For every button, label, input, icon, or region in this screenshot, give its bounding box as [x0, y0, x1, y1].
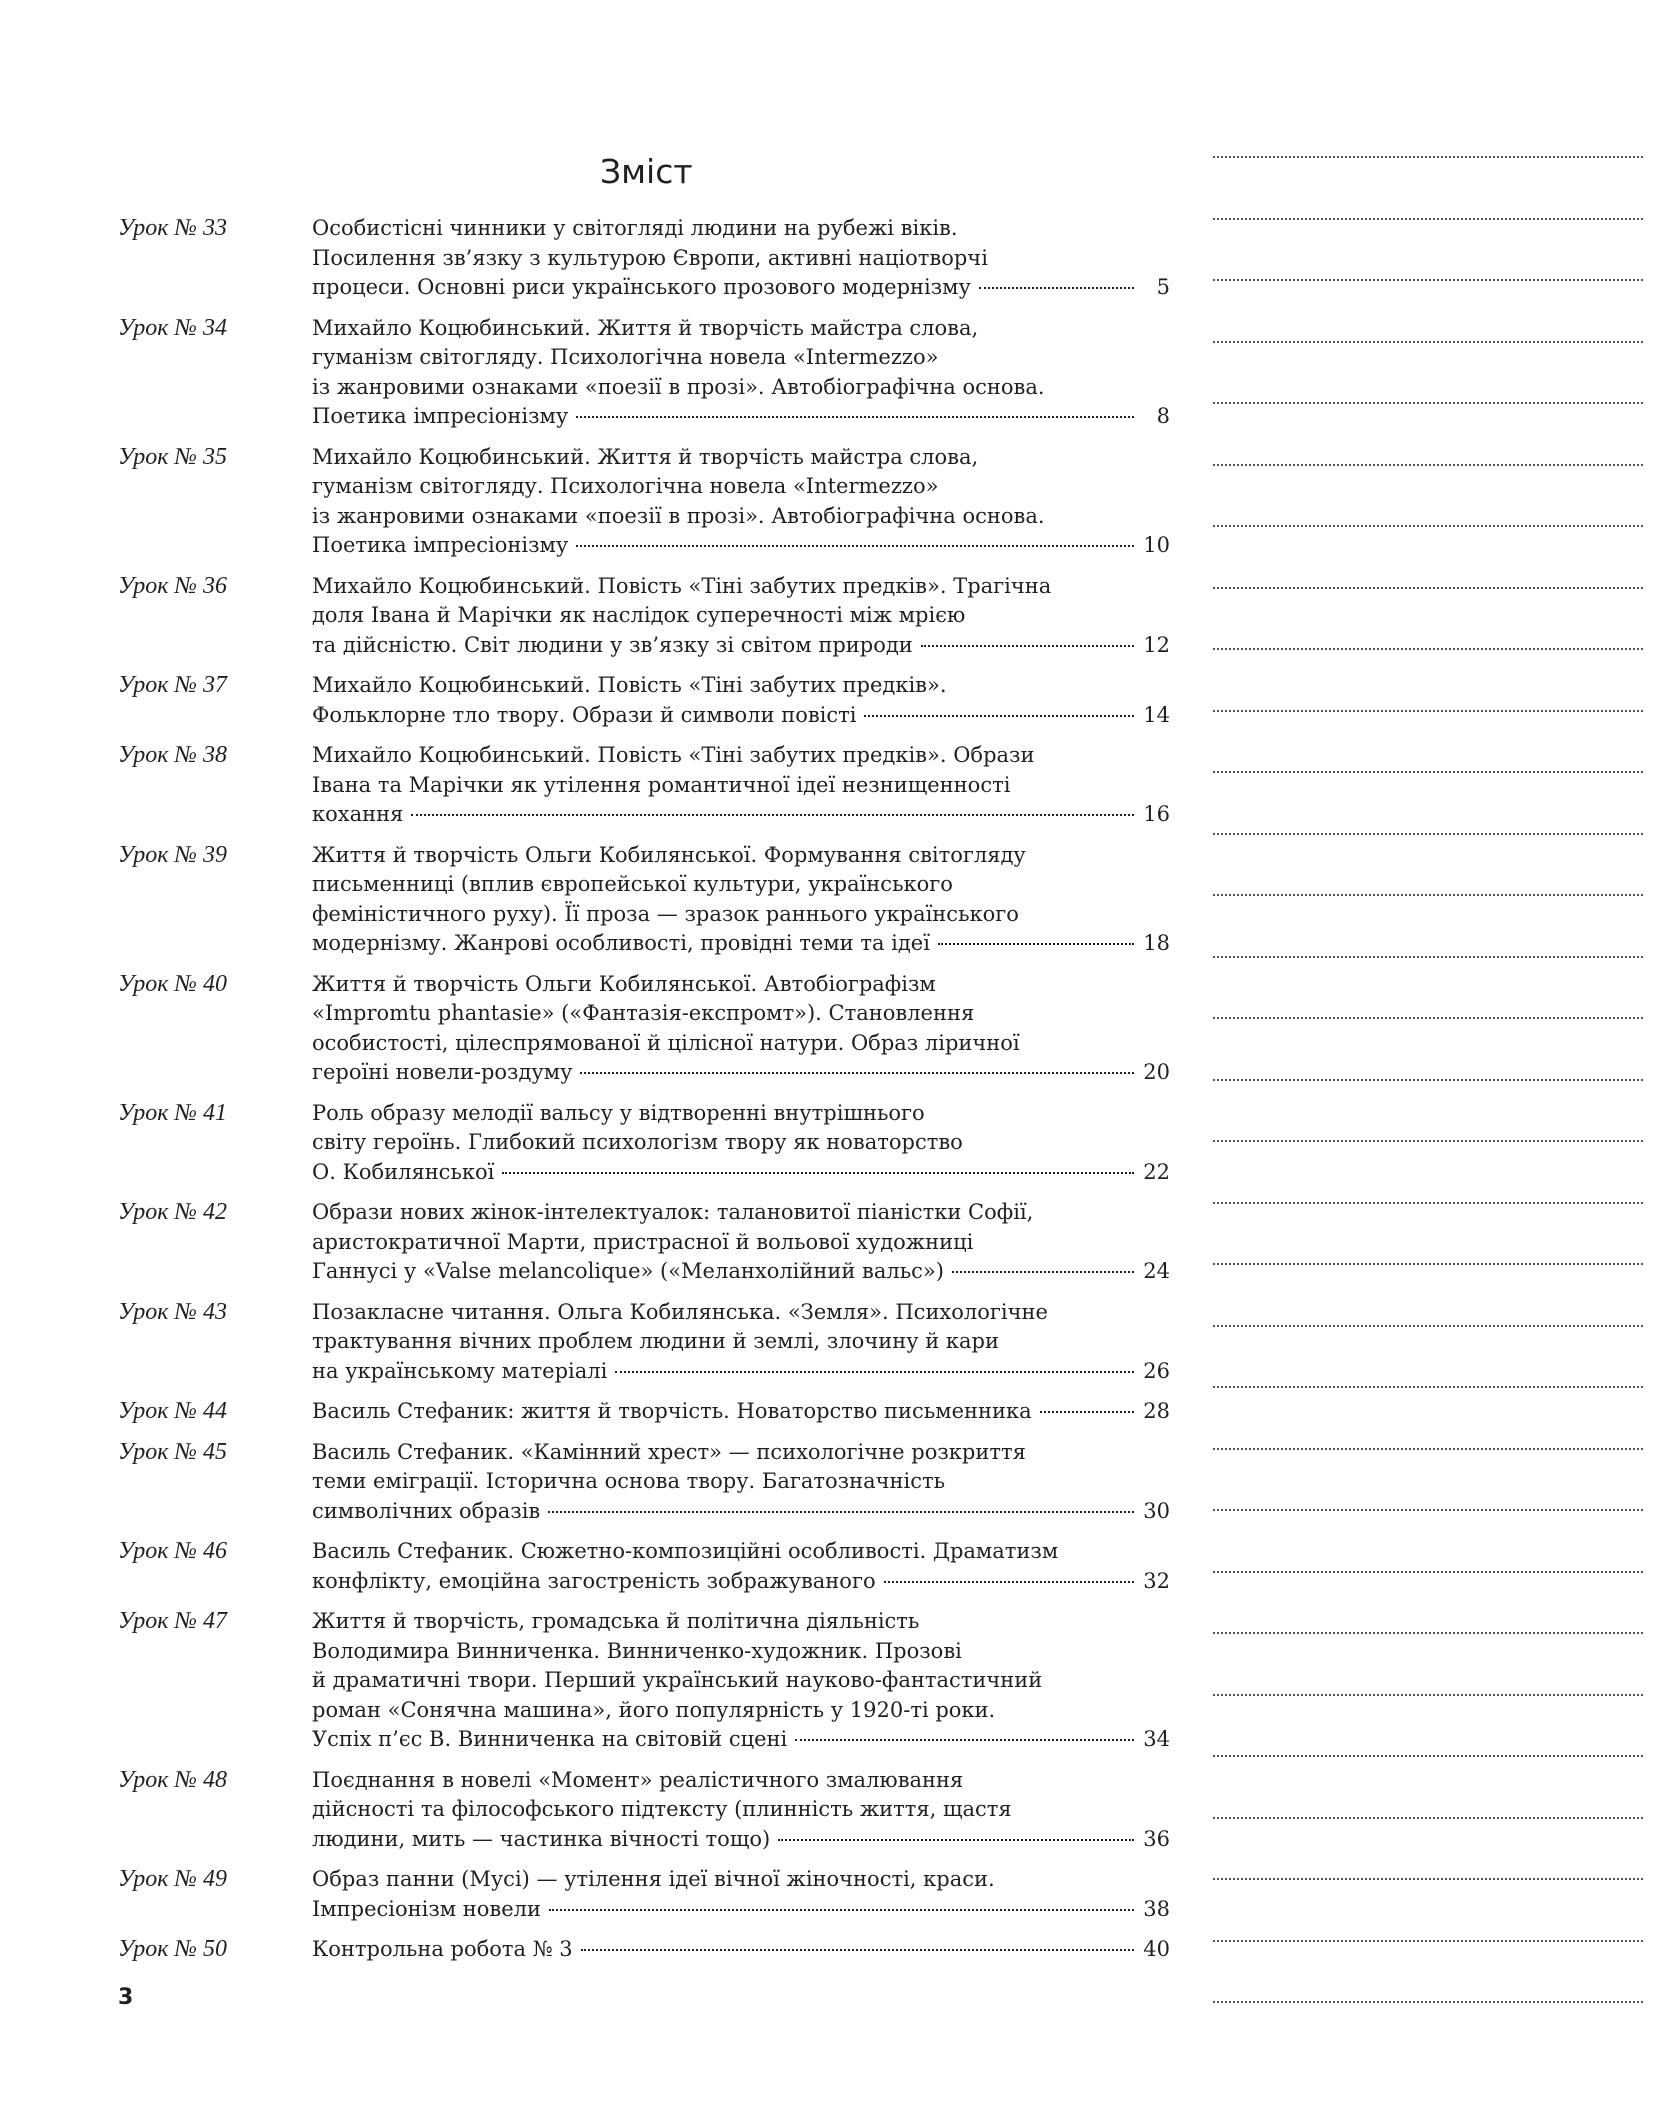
lesson-number: Урок № 36 — [118, 572, 228, 599]
description-line: процеси. Основні риси українського прозового модернізму — [312, 275, 971, 299]
note-line — [1213, 587, 1643, 589]
page-ref: 26 — [1143, 1358, 1170, 1383]
description-line: Роль образу мелодії вальсу у відтворенні внутрішнього — [312, 1100, 925, 1125]
description-line: Василь Стефаник. Сюжетно-композиційні особливості. Драматизм — [312, 1539, 1059, 1563]
description-last-line — [312, 1725, 1170, 1755]
page-ref: 38 — [1143, 1896, 1170, 1921]
description-line: Позакласне читання. Ольга Кобилянська. «Земля». Психологічне — [312, 1299, 1048, 1324]
description-line: Контрольна робота № 3 — [312, 1937, 573, 1961]
description-last-line — [312, 1825, 1170, 1855]
page-ref: 8 — [1156, 404, 1170, 428]
notes-column — [1213, 156, 1643, 2063]
dot-leader — [548, 1511, 1134, 1513]
description-line: Володимира Винниченка. Винниченко-художник. Прозові — [312, 1638, 962, 1663]
page-ref: 14 — [1143, 702, 1170, 727]
lesson-number: Урок № 34 — [118, 314, 228, 341]
dot-leader — [952, 1271, 1134, 1273]
toc-title: Зміст — [600, 152, 693, 191]
description-last-line — [312, 1357, 1170, 1387]
description-line: із жанровими ознаками «поезії в прозі». Автобіографічна основа. — [312, 374, 1045, 399]
description-line: аристократичної Марти, пристрасної й вольової художниці — [312, 1229, 974, 1254]
description-line: Успіх п’єс В. Винниченка на світовій сцені — [312, 1727, 788, 1751]
note-line — [1213, 402, 1643, 404]
note-line — [1213, 1202, 1643, 1204]
description-line: Поєднання в новелі «Момент» реалістичного змалювання — [312, 1767, 964, 1792]
dot-leader — [795, 1739, 1134, 1741]
description-line: й драматичні твори. Перший український науково-фантастичний — [312, 1668, 1043, 1692]
lesson-number: Урок № 42 — [118, 1199, 228, 1225]
lesson-description — [312, 741, 1170, 830]
note-line — [1213, 1878, 1643, 1880]
page-ref: 36 — [1143, 1826, 1170, 1851]
note-line — [1213, 1017, 1643, 1019]
dot-leader — [864, 715, 1134, 717]
dot-leader — [615, 1371, 1134, 1373]
page-ref: 16 — [1143, 802, 1170, 826]
toc-entry — [118, 1099, 1170, 1188]
description-line: символічних образів — [312, 1498, 541, 1523]
lesson-description — [312, 671, 1170, 730]
lesson-description — [312, 1438, 1170, 1527]
dot-leader — [1040, 1411, 1134, 1413]
toc-entry — [118, 1438, 1170, 1527]
description-line: Образи нових жінок-інтелектуалок: талановитої піаністки Софії, — [312, 1200, 1034, 1224]
page-ref: 32 — [1143, 1568, 1170, 1593]
lesson-number: Урок № 50 — [118, 1936, 228, 1962]
note-line — [1213, 1263, 1643, 1265]
toc-entry — [118, 1198, 1170, 1287]
page-ref: 12 — [1143, 632, 1170, 657]
page-ref: 5 — [1156, 275, 1170, 299]
page-ref: 18 — [1143, 931, 1170, 955]
description-line: Образ панни (Мусі) — утілення ідеї вічної жіночності, краси. — [312, 1867, 995, 1891]
dot-leader — [580, 1072, 1134, 1074]
lesson-number: Урок № 46 — [118, 1538, 228, 1564]
description-line: та дійсністю. Світ людини у зв’язку зі світом природи — [312, 632, 913, 657]
lesson-number: Урок № 39 — [118, 841, 228, 868]
lesson-description — [312, 314, 1170, 432]
toc-entry — [118, 741, 1170, 830]
toc-entry — [118, 1397, 1170, 1427]
lesson-description — [312, 572, 1170, 661]
description-last-line — [312, 800, 1170, 830]
lesson-number: Урок № 49 — [118, 1866, 228, 1892]
description-last-line — [312, 1895, 1170, 1925]
description-line: людини, мить — частинка вічності тощо) — [312, 1826, 771, 1851]
toc-entry — [118, 1298, 1170, 1387]
note-line — [1213, 1817, 1643, 1819]
description-last-line — [312, 1397, 1170, 1427]
dot-leader — [576, 545, 1134, 547]
lesson-number: Урок № 44 — [118, 1398, 228, 1424]
note-line — [1213, 648, 1643, 650]
toc-entry — [118, 841, 1170, 959]
note-line — [1213, 2001, 1643, 2003]
note-line — [1213, 1325, 1643, 1327]
note-line — [1213, 1509, 1643, 1511]
description-line: Поетика імпресіонізму — [312, 404, 569, 428]
dot-leader — [549, 1909, 1134, 1911]
page-ref: 10 — [1143, 533, 1170, 557]
description-line: Життя й творчість Ольги Кобилянської. Автобіографізм — [312, 971, 936, 996]
table-of-contents — [118, 214, 1170, 1976]
lesson-description — [312, 443, 1170, 561]
description-last-line — [312, 1158, 1170, 1188]
description-last-line — [312, 1497, 1170, 1527]
lesson-number: Урок № 45 — [118, 1438, 228, 1465]
description-last-line — [312, 273, 1170, 303]
note-line — [1213, 279, 1643, 281]
description-line: О. Кобилянської — [312, 1159, 495, 1184]
note-line — [1213, 156, 1643, 158]
description-line: гуманізм світогляду. Психологічна новела «Intermezzo» — [312, 474, 939, 498]
lesson-number: Урок № 35 — [118, 443, 228, 470]
note-line — [1213, 1571, 1643, 1573]
description-line: феміністичного руху). Її проза — зразок раннього українського — [312, 901, 1019, 926]
toc-entry — [118, 572, 1170, 661]
toc-entry — [118, 671, 1170, 730]
lesson-number: Урок № 41 — [118, 1099, 228, 1126]
toc-entry — [118, 1537, 1170, 1596]
description-last-line — [312, 1935, 1170, 1965]
note-line — [1213, 771, 1643, 773]
page-ref: 30 — [1143, 1498, 1170, 1523]
lesson-description — [312, 1766, 1170, 1855]
lesson-number: Урок № 38 — [118, 742, 228, 768]
lesson-description — [312, 1298, 1170, 1387]
description-last-line — [312, 1567, 1170, 1597]
note-line — [1213, 1632, 1643, 1634]
lesson-number: Урок № 33 — [118, 215, 228, 241]
description-line: на українському матеріалі — [312, 1358, 608, 1383]
toc-entry — [118, 1766, 1170, 1855]
description-line: Фольклорне тло твору. Образи й символи повісті — [312, 702, 857, 727]
dot-leader — [576, 416, 1134, 418]
lesson-number: Урок № 48 — [118, 1766, 228, 1793]
toc-entry — [118, 1935, 1170, 1965]
description-line: модернізму. Жанрові особливості, провідні теми та ідеї — [312, 931, 930, 955]
note-line — [1213, 1694, 1643, 1696]
note-line — [1213, 894, 1643, 896]
toc-entry — [118, 314, 1170, 432]
note-line — [1213, 710, 1643, 712]
lesson-description — [312, 841, 1170, 959]
page-ref: 40 — [1143, 1937, 1170, 1961]
description-line: із жанровими ознаками «поезії в прозі». Автобіографічна основа. — [312, 503, 1045, 528]
description-line: Імпресіонізм новели — [312, 1896, 542, 1921]
dot-leader — [884, 1581, 1134, 1583]
note-line — [1213, 464, 1643, 466]
description-line: героїні новели-роздуму — [312, 1060, 573, 1084]
description-last-line — [312, 531, 1170, 561]
lesson-description — [312, 1537, 1170, 1596]
description-line: Михайло Коцюбинський. Повість «Тіні забутих предків». Трагічна — [312, 573, 1052, 598]
description-line: доля Івана й Марічки як наслідок суперечності між мрією — [312, 603, 966, 627]
note-line — [1213, 1079, 1643, 1081]
description-line: Посилення зв’язку з культурою Європи, активні націотворчі — [312, 245, 988, 270]
note-line — [1213, 1386, 1643, 1388]
page-ref: 34 — [1143, 1727, 1170, 1751]
lesson-number: Урок № 43 — [118, 1298, 228, 1325]
lesson-number: Урок № 47 — [118, 1608, 228, 1634]
note-line — [1213, 1140, 1643, 1142]
toc-entry — [118, 970, 1170, 1088]
description-line: кохання — [312, 802, 404, 826]
description-line: Поетика імпресіонізму — [312, 533, 569, 557]
dot-leader — [411, 814, 1134, 816]
page-ref: 28 — [1143, 1399, 1170, 1423]
note-line — [1213, 833, 1643, 835]
lesson-description — [312, 1865, 1170, 1924]
lesson-description — [312, 1935, 1170, 1965]
description-line: Василь Стефаник. «Камінний хрест» — психологічне розкриття — [312, 1439, 1026, 1464]
description-line: особистості, цілеспрямованої й цілісної натури. Образ ліричної — [312, 1030, 1020, 1055]
toc-entry — [118, 1865, 1170, 1924]
description-line: Михайло Коцюбинський. Життя й творчість майстра слова, — [312, 315, 979, 340]
description-line: світу героїнь. Глибокий психологізм твору як новаторство — [312, 1130, 963, 1154]
lesson-description — [312, 1397, 1170, 1427]
description-line: роман «Сонячна машина», його популярність у 1920-ті роки. — [312, 1697, 996, 1722]
description-line: Василь Стефаник: життя й творчість. Новаторство письменника — [312, 1399, 1032, 1423]
note-line — [1213, 341, 1643, 343]
description-line: Ганнусі у «Valse melancolique» («Меланхолійний вальс») — [312, 1259, 944, 1283]
lesson-description — [312, 1607, 1170, 1755]
description-last-line — [312, 1058, 1170, 1088]
lesson-number: Урок № 40 — [118, 970, 228, 997]
description-line: Життя й творчість Ольги Кобилянської. Формування світогляду — [312, 842, 1026, 867]
description-line: письменниці (вплив європейської культури, українського — [312, 872, 953, 896]
lesson-number: Урок № 37 — [118, 672, 228, 698]
description-line: Михайло Коцюбинський. Життя й творчість майстра слова, — [312, 444, 979, 469]
description-line: Особистісні чинники у світогляді людини на рубежі віків. — [312, 216, 958, 240]
lesson-description — [312, 1198, 1170, 1287]
description-line: теми еміграції. Історична основа твору. Багатозначність — [312, 1469, 946, 1493]
dot-leader — [921, 645, 1134, 647]
lesson-description — [312, 970, 1170, 1088]
note-line — [1213, 956, 1643, 958]
page-number: 3 — [118, 1985, 134, 2010]
dot-leader — [979, 287, 1134, 289]
note-line — [1213, 525, 1643, 527]
note-line — [1213, 1755, 1643, 1757]
description-line: гуманізм світогляду. Психологічна новела «Intermezzo» — [312, 345, 939, 369]
description-line: «Impromtu phantasie» («Фантазія-експромт»). Становлення — [312, 1001, 975, 1025]
description-line: Михайло Коцюбинський. Повість «Тіні забутих предків». Образи — [312, 743, 1035, 767]
description-line: Івана та Марічки як утілення романтичної ідеї незнищенності — [312, 772, 1011, 797]
page-ref: 22 — [1143, 1159, 1170, 1184]
description-line: дійсності та філософського підтексту (плинність життя, щастя — [312, 1797, 1012, 1821]
dot-leader — [581, 1949, 1134, 1951]
description-line: Життя й творчість, громадська й політична діяльність — [312, 1609, 920, 1633]
description-line: Михайло Коцюбинський. Повість «Тіні забутих предків». — [312, 673, 947, 697]
description-last-line — [312, 701, 1170, 731]
page-ref: 20 — [1143, 1060, 1170, 1084]
description-line: трактування вічних проблем людини й землі, злочину й кари — [312, 1329, 999, 1353]
note-line — [1213, 1448, 1643, 1450]
note-line — [1213, 1940, 1643, 1942]
description-last-line — [312, 1257, 1170, 1287]
description-last-line — [312, 631, 1170, 661]
lesson-description — [312, 214, 1170, 303]
page-ref: 24 — [1143, 1259, 1170, 1283]
description-last-line — [312, 402, 1170, 432]
note-line — [1213, 218, 1643, 220]
description-last-line — [312, 929, 1170, 959]
toc-entry — [118, 443, 1170, 561]
toc-entry — [118, 214, 1170, 303]
description-line: конфлікту, емоційна загостреність зображуваного — [312, 1568, 876, 1593]
toc-entry — [118, 1607, 1170, 1755]
dot-leader — [502, 1172, 1134, 1174]
dot-leader — [938, 943, 1134, 945]
lesson-description — [312, 1099, 1170, 1188]
dot-leader — [778, 1839, 1134, 1841]
